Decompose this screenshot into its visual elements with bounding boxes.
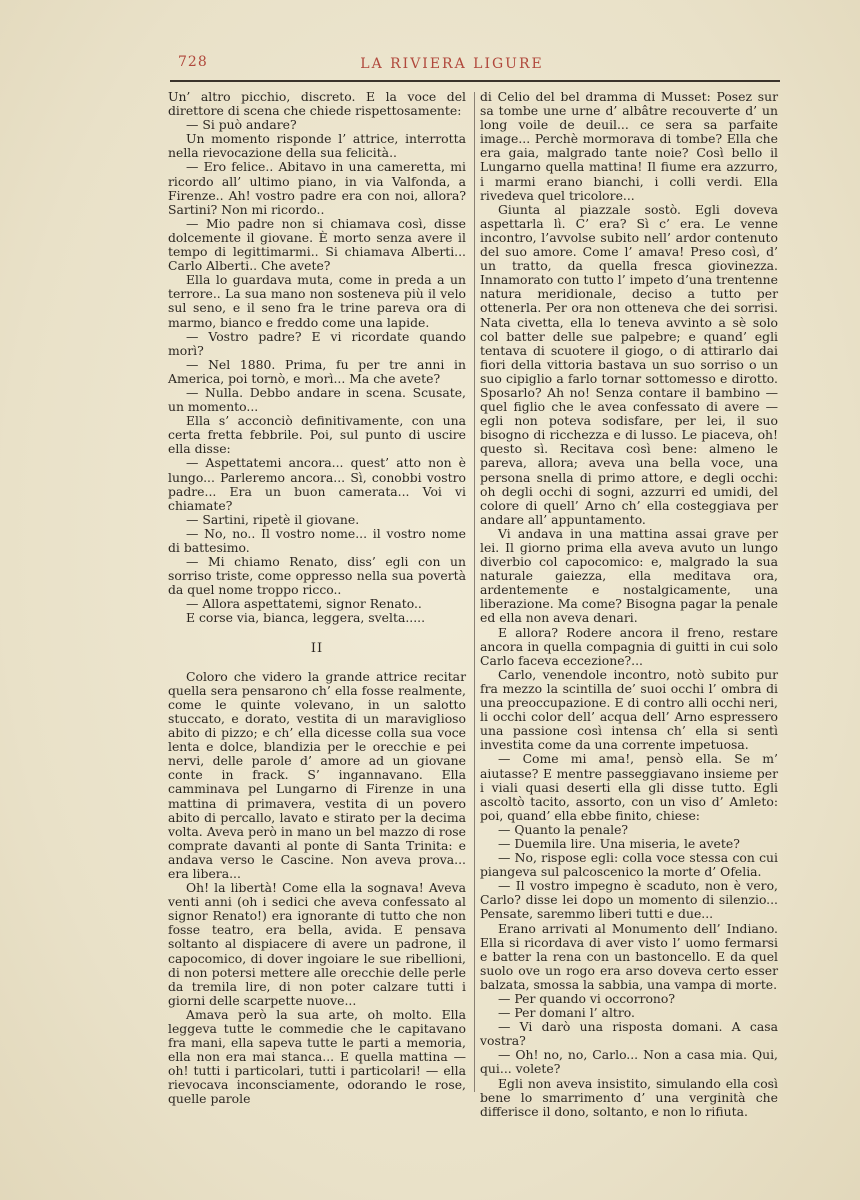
paragraph: Amava però la sua arte, oh molto. Ella leggeva tutte le commedie che le capitavano fra mani, ella sapeva tutte le parti a memoria, ella non era mai stanca... E quella mattina — oh! tutti i particolari, tutti i particolari! — ella rievocava inconsciamente, odorando le rose, quelle parole bbox=[168, 1006, 466, 1107]
paragraph: — Come mi ama!, pensò ella. Se m’ aiutasse? E mentre passeggiavano insieme per i viali quasi deserti ella gli disse tutto. Egli ascoltò tacito, assorto, con un viso d’ Amleto: poi, quand’ ella ebbe finito, chiese: bbox=[480, 751, 778, 823]
paragraph: — Il vostro impegno è scaduto, non è vero, Carlo? disse lei dopo un momento di silenzio... Pensate, saremmo liberi tutti e due... bbox=[480, 878, 778, 922]
header-rule bbox=[170, 80, 780, 82]
paragraph: E allora? Rodere ancora il freno, restare ancora in quella compagnia di guitti in cui solo Carlo faceva eccezione?... bbox=[480, 624, 778, 668]
paragraph: — Per domani l’ altro. bbox=[498, 1005, 635, 1021]
paragraph: Giunta al piazzale sostò. Egli doveva aspettarla lì. C’ era? Sì c’ era. Le venne incontro, l’avvolse subito nell’ ardor contenuto del suo amore. Come l’ amava! Preso così, d’ un tratto, da quella fresca giovinezza. Innamorato con tutto l’ impeto d’una trentenne natura meridionale, deciso a tutto per ottenerla. Per ora non otteneva che dei sorrisi. Nata civetta, ella lo teneva avvinto a sè solo col batter delle sue palpebre; e quand’ egli tentava di scuotere il giogo, o di attirarlo dai fiori della vittoria bastava un suo sorriso o un suo cipiglio a farlo tornar sottomesso e dirotto. Sposarlo? Ah no! Senza contare il bambino — quel figlio che le avea confessato di avere — egli non poteva sodisfare, per lei, il suo bisogno di ricchezza e di lusso. Le piaceva, oh! questo sì. Recitava così bene: almeno le pareva, allora; aveva una bella voce, una persona snella di primo attore, e degli occhi: oh degli occhi di sogni, azzurri ed umidi, del colore di quell’ Arno ch’ ella costeggiava per andare all’ appuntamento. bbox=[480, 201, 778, 527]
paragraph: — Si può andare? bbox=[186, 117, 297, 133]
paragraph: Ella s’ acconciò definitivamente, con una certa fretta febbrile. Poi, sul punto di uscire ella disse: bbox=[168, 413, 466, 457]
paragraph: — Vi darò una risposta domani. A casa vostra? bbox=[480, 1019, 778, 1049]
paragraph: — Ero felice.. Abitavo in una cameretta, mi ricordo all’ ultimo piano, in via Valfonda, a Firenze.. Ah! vostro padre era con noi, allora? Sartini? Non mi ricordo.. bbox=[168, 159, 466, 217]
paragraph: Vi andava in una mattina assai grave per lei. Il giorno prima ella aveva avuto un lungo diverbio col capocomico: e, malgrado la sua naturale gaiezza, ella meditava ora, ardentemente e nostalgicamente, una liberazione. Ma come? Bisogna pagar la penale ed ella non aveva denari. bbox=[480, 525, 778, 626]
paragraph: Coloro che videro la grande attrice recitar quella sera pensarono ch’ ella fosse realmente, come le quinte volevano, in un salotto stuccato, e dorato, vestita di un maraviglioso abito di pizzo; e ch’ ella dicesse colla sua voce lenta e dolce, blandizia per le orecchie e pei nervi, delle parole d’ amore ad un giovane conte in frack. S’ ingannavano. Ella camminava pel Lungarno di Firenze in una mattina di primavera, vestita di un povero abito di percallo, lavato e stirato per la decima volta. Aveva però in mano un bel mazzo di rose comprate davanti al ponte di Santa Trinita: e andava verso le Cascine. Non aveva prova... era libera... bbox=[168, 668, 466, 881]
paragraph: — No, rispose egli: colla voce stessa con cui piangeva sul palcoscenico la morte d’ Ofelia. bbox=[480, 850, 778, 880]
paragraph: Ella lo guardava muta, come in preda a un terrore.. La sua mano non sosteneva più il velo sul seno, e il seno fra le trine pareva ora di marmo, bianco e freddo come una lapide. bbox=[168, 272, 466, 330]
paragraph: di Celio del bel dramma di Musset: Posez sur sa tombe une urne d’ albâtre recouverte d’ un long voile de deuil... ce sera sa parfaite image... Perchè mormorava di tombe? Ella che era gaia, malgrado tante noie? Così bello il Lungarno quella mattina! Il fiume era azzurro, i marmi erano bianchi, i colli verdi. Ella rivedeva quel tricolore... bbox=[480, 89, 778, 203]
paragraph: Oh! la libertà! Come ella la sognava! Aveva venti anni (oh i sedici che aveva confessato al signor Renato!) era ignorante di tutto che non fosse teatro, era bella, avida. E pensava soltanto al dispiacere di avere un padrone, il capocomico, di dover ingoiare le sue ribellioni, di non potersi mettere alle orecchie delle perle da tremila lire, di non poter calzare tutti i giorni delle scarpette nuove... bbox=[168, 880, 466, 1008]
paragraph: — Aspettatemi ancora... quest’ atto non è lungo... Parleremo ancora... Sì, conobbi vostro padre... Era un buon camerata... Voi vi chiamate? bbox=[168, 455, 466, 513]
paragraph: — Duemila lire. Una miseria, le avete? bbox=[498, 835, 740, 851]
section-number: II bbox=[310, 640, 324, 656]
paragraph: — Per quando vi occorrono? bbox=[498, 991, 676, 1006]
page-number: 728 bbox=[178, 54, 208, 70]
paragraph: — Oh! no, no, Carlo... Non a casa mia. Qui, qui... volete? bbox=[480, 1047, 778, 1077]
paragraph: — Quanto la penale? bbox=[498, 821, 629, 837]
paragraph: Carlo, venendole incontro, notò subito pur fra mezzo la scintilla de’ suoi occhi l’ ombra di una preoccupazione. E di contro alli occhi neri, li occhi color dell’ acqua dell’ Arno espressero una passione così intensa ch’ ella si sentì investita come da una corrente impetuosa. bbox=[480, 666, 778, 753]
right-column bbox=[480, 90, 778, 1119]
paragraph: — No, no.. Il vostro nome... il vostro nome di battesimo. bbox=[168, 525, 466, 555]
paragraph: — Mio padre non si chiamava così, disse dolcemente il giovane. È morto senza avere il tempo di legittimarmi.. Si chiamava Alberti... Carlo Alberti.. Che avete? bbox=[168, 215, 466, 274]
paragraph: Un’ altro picchio, discreto. E la voce del direttore di scena che chiede rispettosamente: bbox=[168, 89, 466, 119]
paragraph: — Sartini, ripetè il giovane. bbox=[186, 511, 360, 527]
paragraph: — Nulla. Debbo andare in scena. Scusate, un momento... bbox=[168, 384, 466, 415]
paragraph: Erano arrivati al Monumento dell’ Indiano. Ella si ricordava di aver visto l’ uomo fermarsi e batter la rena con un bastoncello. E da quel suolo ove un rogo era arso doveva certo esser balzata, smossa la sabbia, una vampa di morte. bbox=[480, 920, 778, 992]
paragraph: Egli non aveva insistito, simulando ella così bene lo smarrimento d’ una verginità che differisce il dono, soltanto, e non lo rifiuta. bbox=[480, 1075, 778, 1119]
page-header bbox=[172, 48, 732, 76]
paragraph: Un momento risponde l’ attrice, interrotta nella rievocazione della sua felicità.. bbox=[168, 131, 466, 161]
paragraph: — Mi chiamo Renato, diss’ egli con un sorriso triste, come oppresso nella sua povertà da quel nome troppo ricco.. bbox=[168, 554, 466, 598]
paragraph: — Allora aspettatemi, signor Renato.. bbox=[186, 596, 422, 612]
paragraph: E corse via, bianca, leggera, svelta..... bbox=[186, 610, 426, 626]
running-title: LA RIVIERA LIGURE bbox=[360, 56, 544, 72]
paragraph: — Nel 1880. Prima, fu per tre anni in America, poi tornò, e morì... Ma che avete? bbox=[168, 356, 466, 386]
column-divider bbox=[474, 92, 475, 1092]
left-column bbox=[168, 90, 466, 1107]
paragraph: — Vostro padre? E vi ricordate quando morì? bbox=[168, 328, 466, 358]
